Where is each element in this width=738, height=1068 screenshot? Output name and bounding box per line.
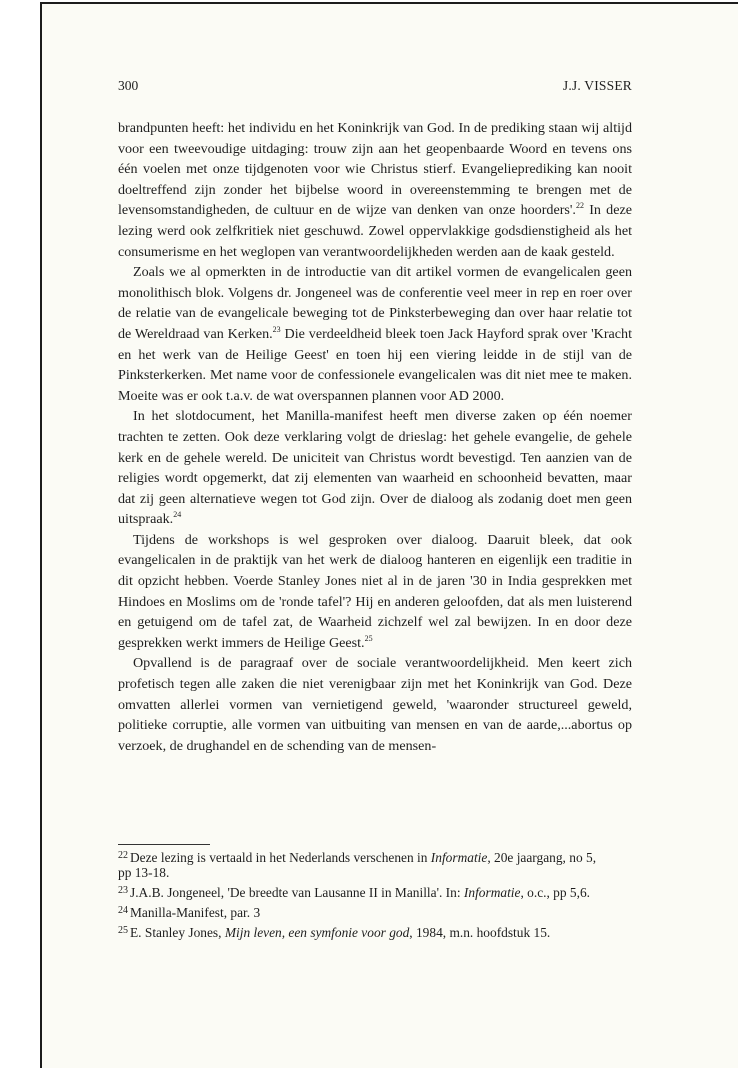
paragraph-4 — [118, 530, 632, 654]
body-text — [118, 118, 632, 756]
footnote-25 — [118, 925, 632, 941]
footnote-text-post: , o.c., pp 5,6. — [520, 885, 591, 900]
footnote-number: 24 — [118, 905, 128, 916]
page-number: 300 — [118, 78, 139, 93]
footnote-text: Manilla-Manifest, par. 3 — [130, 905, 261, 920]
paragraph-tail: Die verdeeldheid bleek toen Jack Hayford sprak over 'Kracht en het werk van de Heilige Geest' en toen hij een viering leidde in de stijl van de Pinksterkerken. Met name voor de confessionele evangelicalen was dit niet mee te maken. Moeite was er ook t.a.v. de wat overspannen plannen voor AD 2000. — [118, 325, 632, 404]
footnote-ref-25: 25 — [364, 633, 373, 643]
footnote-continuation: pp 13-18. — [118, 865, 170, 880]
footnote-text: J.A.B. Jongeneel, 'De breedte van Lausanne II in Manilla'. In: — [130, 885, 464, 900]
footnotes — [118, 850, 632, 945]
footnote-number: 23 — [118, 885, 128, 896]
footnote-22 — [118, 850, 632, 881]
paragraph-text: brandpunten heeft: het individu en het Koninkrijk van God. In de prediking staan wij altijd voor een tweevoudige uitdaging: trouw zijn aan het geopenbaarde Woord en tevens ons één voelen met onze tijdgenoten voor wie Christus stierf. Evangelieprediking kan nooit doeltreffend zijn zonder het bijbelse woord in overeenstemming te brengen met de levensomstandigheden, de cultuur en de wijze van denken van onze hoorders'. — [118, 120, 632, 219]
footnote-text-post: , 20e jaargang, no 5, — [487, 850, 597, 865]
footnote-23 — [118, 885, 632, 901]
running-head-author: J.J. VISSER — [562, 78, 632, 93]
footnote-ref-23: 23 — [272, 324, 281, 334]
footnote-italic: Informatie — [430, 850, 488, 865]
footnote-ref-24: 24 — [173, 510, 182, 520]
footnote-number: 22 — [118, 850, 128, 861]
paragraph-text: In het slotdocument, het Manilla-manifest heeft men diverse zaken op één noemer trachten te zetten. Ook deze verklaring volgt de drieslag: het gehele evangelie, de gehele kerk en de gehele wereld. De uniciteit van Christus wordt bevestigd. Ten aanzien van de religies wordt opgemerkt, dat zij elementen van waarheid en schoonheid bevatten, maar dat zij geen alternatieve wegen tot God zijn. Over de dialoog als zodanig doet men geen uitspraak. — [118, 408, 632, 528]
paragraph-text: Zoals we al opmerkten in de introductie van dit artikel vormen de evangelicalen geen monolithisch blok. Volgens dr. Jongeneel was de conferentie veel meer in rep en roer over de relatie van de evangelicale beweging tot de Pinksterbeweging dan over haar relatie tot de Wereldraad van Kerken. — [118, 264, 632, 342]
paragraph-2 — [118, 262, 632, 406]
footnote-separator — [118, 844, 210, 845]
paragraph-text: Tijdens de workshops is wel gesproken over dialoog. Daaruit bleek, dat ook evangelicalen in de praktijk van het werk de dialoog hanteren en eigenlijk een traditie in dit opzicht hebben. Voerde Stanley Jones niet al in de jaren '30 in India gesprekken met Hindoes en Moslims om de 'ronde tafel'? Hij en anderen geloofden, dat als men luisterend en getuigend om de tafel zat, de Waarheid zichzelf wel zal bewijzen. In en door deze gesprekken werkt immers de Heilige Geest. — [118, 531, 632, 651]
footnote-text: Deze lezing is vertaald in het Nederlands verschenen in — [130, 850, 431, 865]
paragraph-5 — [118, 653, 632, 756]
paragraph-tail: In deze lezing werd ook zelfkritiek niet geschuwd. Zowel oppervlakkige godsdienstigheid als het consumerisme en het weglopen van verantwoordelijkheden werden aan de kaak gesteld. — [118, 202, 632, 260]
paragraph-1 — [118, 118, 632, 262]
footnote-text-post: , 1984, m.n. hoofdstuk 15. — [409, 925, 551, 940]
footnote-24 — [118, 905, 632, 921]
footnote-italic: Informatie — [463, 885, 521, 900]
footnote-ref-22: 22 — [575, 201, 584, 211]
paragraph-text: Opvallend is de paragraaf over de sociale verantwoordelijkheid. Men keert zich profetisch tegen alle zaken die niet verenigbaar zijn met het Koninkrijk van God. Deze omvatten allerlei vormen van vernietigend geweld, 'waaronder structureel geweld, politieke corruptie, alle vormen van uitbuiting van mensen en van de aarde,...abortus op verzoek, de drughandel en de schending van de mensen- — [118, 655, 632, 754]
paragraph-3 — [118, 406, 632, 530]
running-header — [118, 78, 632, 96]
footnote-number: 25 — [118, 925, 128, 936]
footnote-italic: Mijn leven, een symfonie voor god — [224, 925, 410, 940]
footnote-text: E. Stanley Jones, — [130, 925, 225, 940]
